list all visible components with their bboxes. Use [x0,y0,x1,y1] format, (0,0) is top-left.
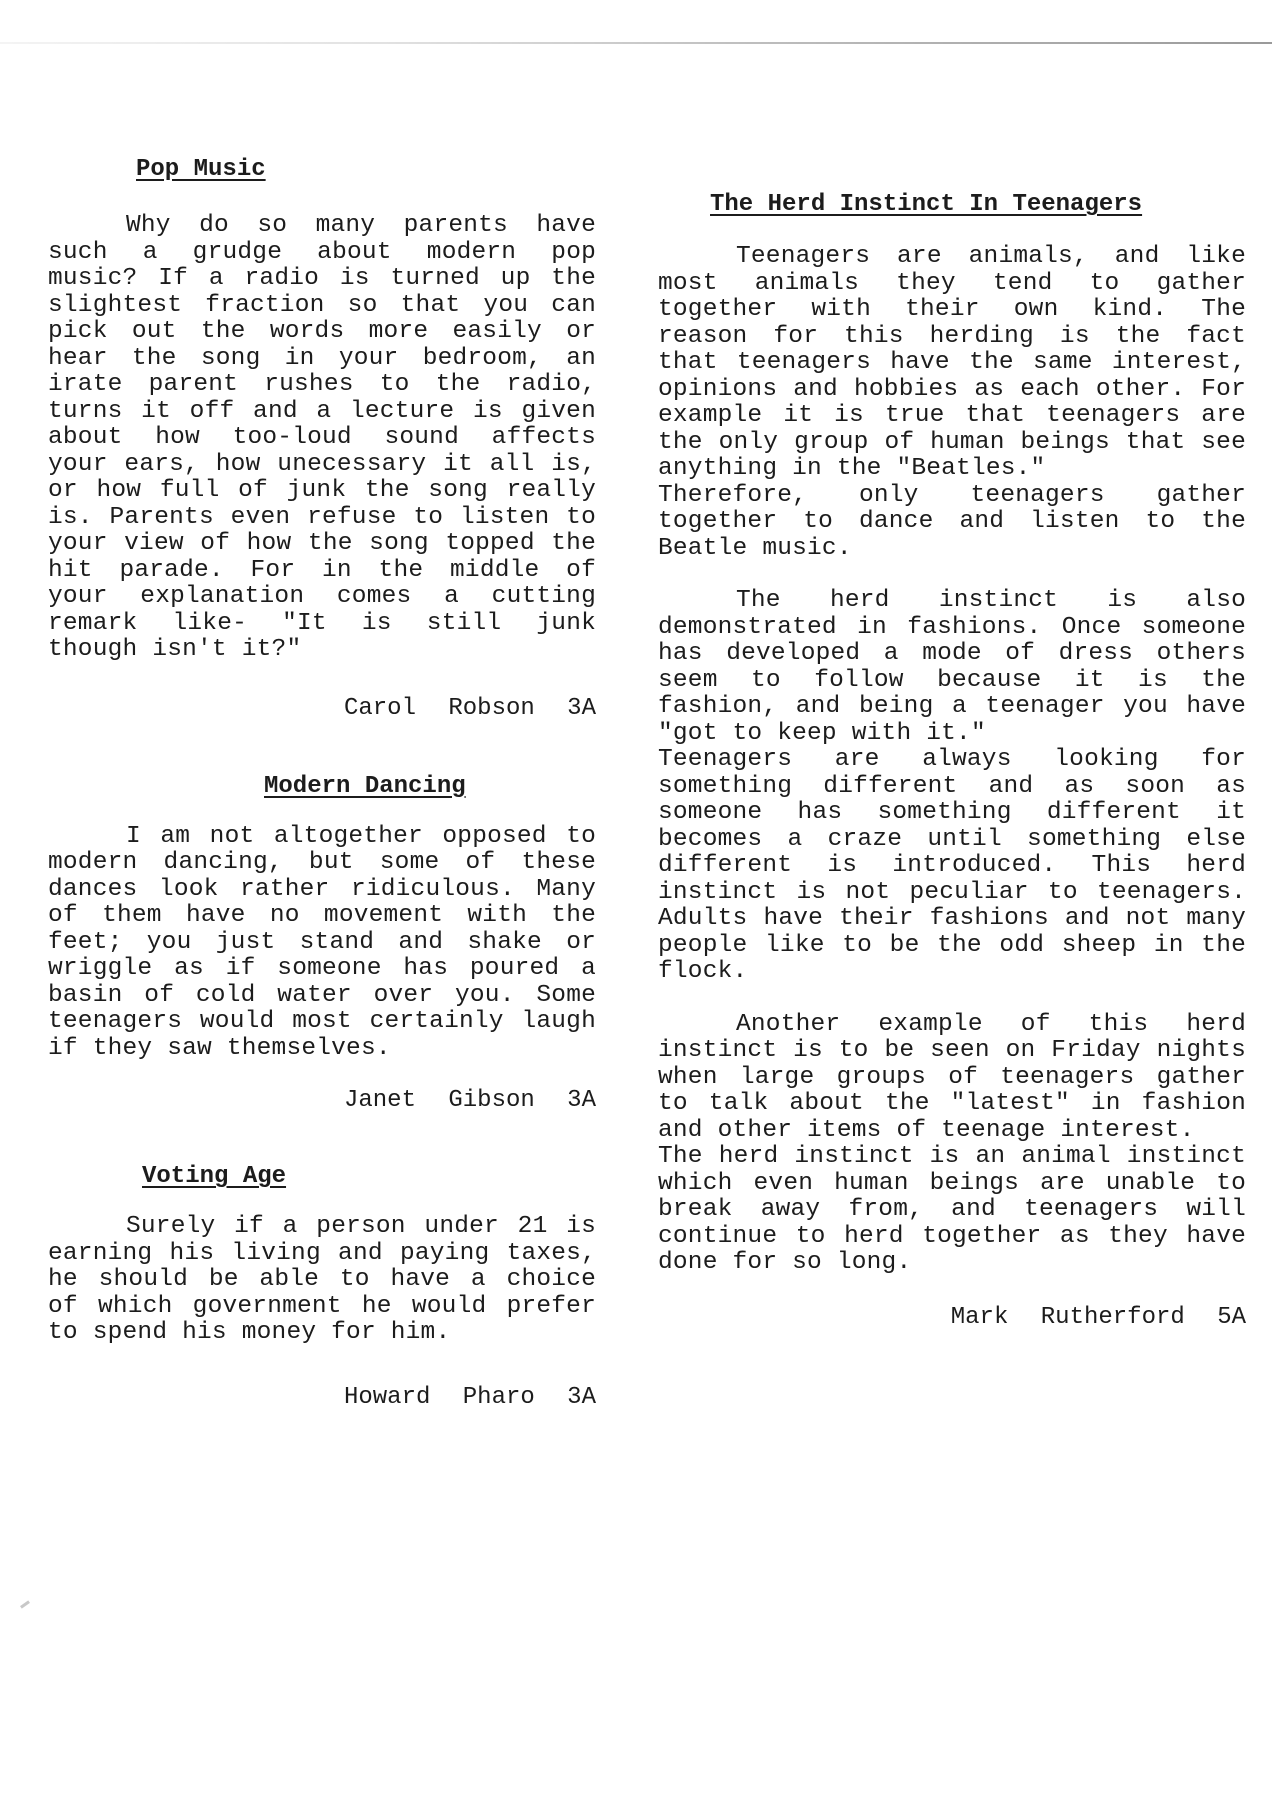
article-title: Modern Dancing [264,772,466,800]
article-body: I am not altogether opposed to modern dancing, but some of these dances look rather ridiculous. Many of them have no movement with the feet; you just stand and shake or wriggle as if someone has poured a basin of cold water over you. Some teenagers would most certainly laugh if they saw themselves. [48,822,596,1062]
article-body: Surely if a person under 21 is earning his living and paying taxes, he should be able to have a choice of which government he would prefer to spend his money for him. [48,1213,596,1346]
right-column [658,190,1246,1333]
article-paragraph: Therefore, only teenagers gather together to dance and listen to the Beatle music. [658,481,1246,562]
article-title: The Herd Instinct In Teenagers [710,191,1143,218]
article-title: Pop Music [136,156,266,183]
article-author: Howard Pharo 3A [343,1383,596,1411]
left-column [48,155,596,1413]
article-pop-music [48,155,596,724]
article-author: Carol Robson 3A [343,694,596,722]
scan-top-edge [0,42,1272,44]
article-voting-age [48,1162,596,1413]
article-paragraph: Teenagers are animals, and like most animals they tend to gather together with their own kind. The reason for this herding is the fact that teenagers have the same interest, opinions and hobbies as each other. For example it is true that teenagers are the only group of human beings that see anything in the "Beatles." [658,243,1246,482]
article-body: Why do so many parents have such a grudge about modern pop music? If a radio is turned up the slightest fraction so that you can pick out the words more easily or hear the song in your bedroom, an irate parent rushes to the radio, turns it off and a lecture is given about how too-loud sound affects your ears, how unecessary it all is, or how full of junk the song really is. Parents even refuse to listen to your view of how the song topped the hit parade. For in the middle of your explanation comes a cutting remark like- "It is still junk though isn't it?" [48,212,596,663]
article-paragraph: Teenagers are always looking for something different and as soon as someone has something different it becomes a craze until something else different is introduced. This herd instinct is not peculiar to teenagers. Adults have their fashions and not many people like to be the odd sheep in the flock. [658,746,1246,985]
article-author: Janet Gibson 3A [343,1087,596,1114]
article-paragraph: The herd instinct is also demonstrated in fashions. Once someone has developed a mode of dress others seem to follow because it is the fashion, and being a teenager you have "got to keep with it." [658,587,1246,747]
article-paragraph: Another example of this herd instinct is to be seen on Friday nights when large groups of teenagers gather to talk about the "latest" in fashion and other items of teenage interest. [658,1010,1246,1144]
article-paragraph: The herd instinct is an animal instinct which even human beings are unable to break away from, and teenagers will continue to herd together as they have done for so long. [658,1143,1246,1276]
scan-speck [20,1600,30,1608]
article-herd-instinct [658,190,1246,1333]
article-modern-dancing [48,772,596,1117]
article-title: Voting Age [142,1163,287,1190]
article-author: Mark Rutherford 5A [950,1303,1246,1331]
